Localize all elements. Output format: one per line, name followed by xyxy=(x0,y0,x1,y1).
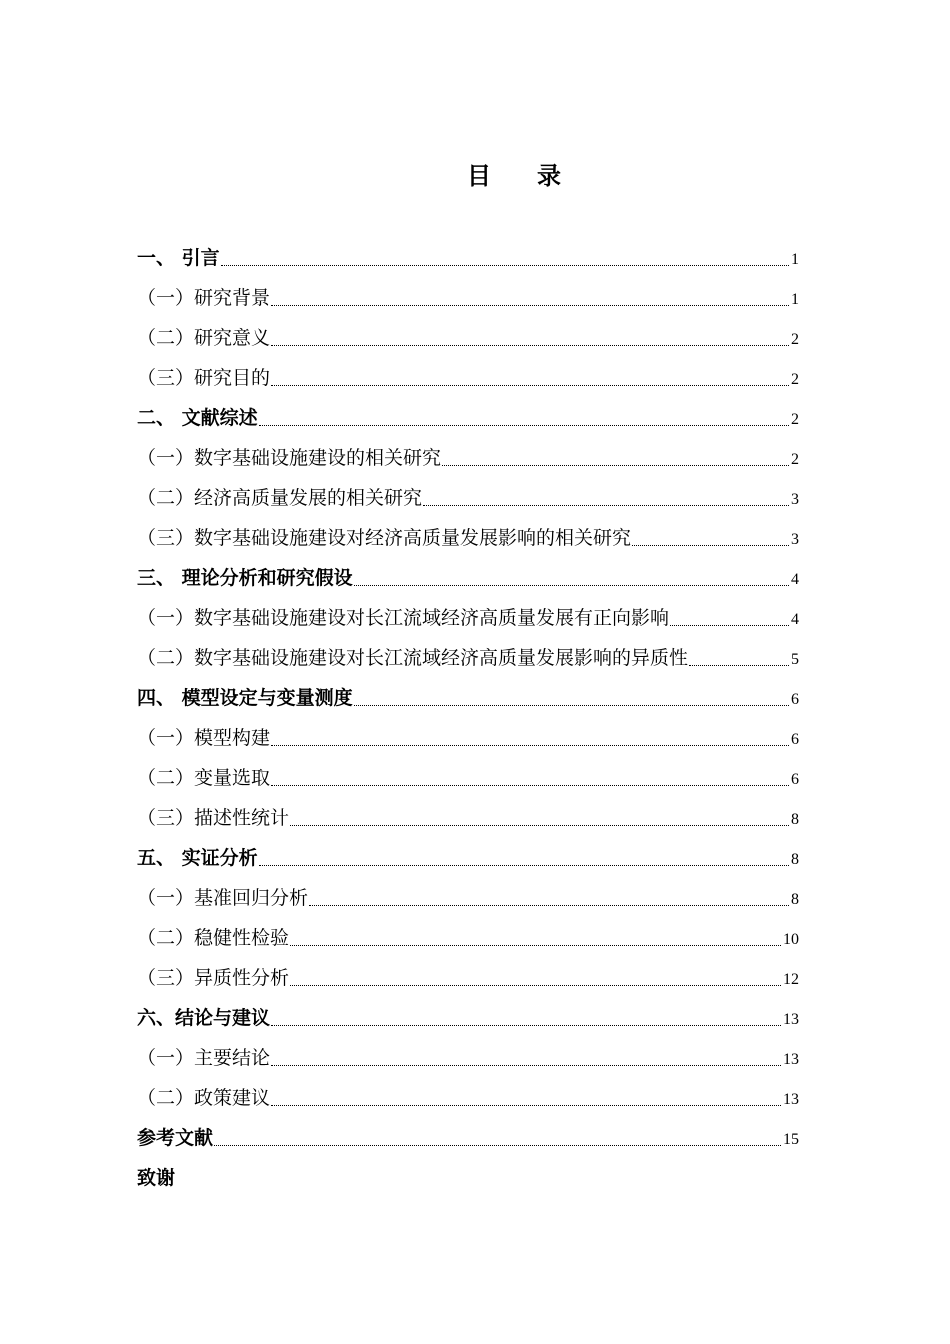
page-title xyxy=(0,158,950,194)
table-of-contents xyxy=(137,238,799,1198)
toc-dot-leader xyxy=(259,425,789,426)
toc-chapter-entry[interactable] xyxy=(137,1118,799,1158)
toc-dot-leader xyxy=(423,505,789,506)
toc-entry-label: （三）数字基础设施建设对经济高质量发展影响的相关研究 xyxy=(137,527,632,549)
toc-entry-label: （一）数字基础设施建设对长江流域经济高质量发展有正向影响 xyxy=(137,607,670,629)
toc-section-entry[interactable] xyxy=(137,358,799,398)
toc-entry-label: （二）政策建议 xyxy=(137,1087,271,1109)
toc-page-number: 4 xyxy=(791,571,799,588)
toc-page-number: 2 xyxy=(791,331,799,348)
toc-dot-leader xyxy=(290,825,789,826)
toc-chapter-entry[interactable] xyxy=(137,838,799,878)
toc-section-entry[interactable] xyxy=(137,598,799,638)
toc-entry-label: （一）研究背景 xyxy=(137,287,271,309)
toc-dot-leader xyxy=(271,1065,781,1066)
toc-dot-leader xyxy=(214,1145,781,1146)
toc-chapter-entry[interactable] xyxy=(137,678,799,718)
toc-dot-leader xyxy=(290,945,781,946)
toc-entry-label: （三）研究目的 xyxy=(137,367,271,389)
toc-dot-leader xyxy=(442,465,789,466)
page-title-char-2: 录 xyxy=(537,162,563,190)
toc-section-entry[interactable] xyxy=(137,1078,799,1118)
toc-entry-label: （一）基准回归分析 xyxy=(137,887,309,909)
toc-dot-leader xyxy=(290,985,781,986)
toc-page-number: 13 xyxy=(783,1051,799,1068)
toc-page-number: 8 xyxy=(791,891,799,908)
toc-page-number: 1 xyxy=(791,291,799,308)
toc-page-number: 5 xyxy=(791,651,799,668)
toc-page-number: 8 xyxy=(791,811,799,828)
toc-page-number: 6 xyxy=(791,731,799,748)
toc-page-number: 6 xyxy=(791,771,799,788)
toc-dot-leader xyxy=(689,665,789,666)
toc-dot-leader xyxy=(271,785,789,786)
toc-dot-leader xyxy=(354,585,789,586)
toc-section-entry[interactable] xyxy=(137,878,799,918)
toc-section-entry[interactable] xyxy=(137,638,799,678)
toc-entry-label: （一）数字基础设施建设的相关研究 xyxy=(137,447,442,469)
toc-section-entry[interactable] xyxy=(137,318,799,358)
toc-page-number: 2 xyxy=(791,451,799,468)
toc-entry-label: （一）模型构建 xyxy=(137,727,271,749)
toc-page-number: 15 xyxy=(783,1131,799,1148)
toc-section-entry[interactable] xyxy=(137,798,799,838)
toc-page-number: 2 xyxy=(791,371,799,388)
toc-entry-label: （二）经济高质量发展的相关研究 xyxy=(137,487,423,509)
toc-dot-leader xyxy=(259,865,789,866)
toc-chapter-entry[interactable] xyxy=(137,1158,799,1198)
toc-page-number: 10 xyxy=(783,931,799,948)
toc-entry-label: （二）研究意义 xyxy=(137,327,271,349)
toc-section-entry[interactable] xyxy=(137,918,799,958)
toc-dot-leader xyxy=(632,545,789,546)
toc-section-entry[interactable] xyxy=(137,438,799,478)
toc-section-entry[interactable] xyxy=(137,958,799,998)
toc-page-number: 1 xyxy=(791,251,799,268)
toc-dot-leader xyxy=(354,705,789,706)
toc-chapter-entry[interactable] xyxy=(137,398,799,438)
toc-page-number: 3 xyxy=(791,491,799,508)
toc-dot-leader xyxy=(271,1105,781,1106)
toc-page-number: 8 xyxy=(791,851,799,868)
toc-page-number: 13 xyxy=(783,1011,799,1028)
toc-entry-label: 一、 引言 xyxy=(137,247,220,269)
toc-chapter-entry[interactable] xyxy=(137,238,799,278)
toc-section-entry[interactable] xyxy=(137,758,799,798)
toc-section-entry[interactable] xyxy=(137,478,799,518)
toc-page-number: 4 xyxy=(791,611,799,628)
toc-dot-leader xyxy=(670,625,789,626)
toc-entry-label: （二）数字基础设施建设对长江流域经济高质量发展影响的异质性 xyxy=(137,647,689,669)
toc-dot-leader xyxy=(309,905,789,906)
toc-page-number: 3 xyxy=(791,531,799,548)
toc-entry-label: 二、 文献综述 xyxy=(137,407,258,429)
toc-section-entry[interactable] xyxy=(137,718,799,758)
toc-dot-leader xyxy=(271,745,789,746)
toc-entry-label: （三）异质性分析 xyxy=(137,967,290,989)
toc-page-number: 6 xyxy=(791,691,799,708)
toc-dot-leader xyxy=(271,345,789,346)
toc-section-entry[interactable] xyxy=(137,518,799,558)
toc-entry-label: 三、 理论分析和研究假设 xyxy=(137,567,353,589)
toc-page-number: 2 xyxy=(791,411,799,428)
toc-page-number: 13 xyxy=(783,1091,799,1108)
toc-entry-label: 四、 模型设定与变量测度 xyxy=(137,687,353,709)
toc-dot-leader xyxy=(271,385,789,386)
toc-entry-label: 致谢 xyxy=(137,1167,176,1189)
toc-entry-label: （二）稳健性检验 xyxy=(137,927,290,949)
toc-entry-label: 参考文献 xyxy=(137,1127,214,1149)
toc-entry-label: （三）描述性统计 xyxy=(137,807,290,829)
toc-section-entry[interactable] xyxy=(137,278,799,318)
toc-dot-leader xyxy=(221,265,789,266)
toc-entry-label: 五、 实证分析 xyxy=(137,847,258,869)
toc-section-entry[interactable] xyxy=(137,1038,799,1078)
toc-entry-label: 六、结论与建议 xyxy=(137,1007,271,1029)
toc-dot-leader xyxy=(271,1025,781,1026)
toc-entry-label: （二）变量选取 xyxy=(137,767,271,789)
toc-chapter-entry[interactable] xyxy=(137,558,799,598)
toc-entry-label: （一）主要结论 xyxy=(137,1047,271,1069)
toc-dot-leader xyxy=(271,305,789,306)
toc-page-number: 12 xyxy=(783,971,799,988)
page-title-char-1: 目 xyxy=(467,162,493,190)
toc-chapter-entry[interactable] xyxy=(137,998,799,1038)
